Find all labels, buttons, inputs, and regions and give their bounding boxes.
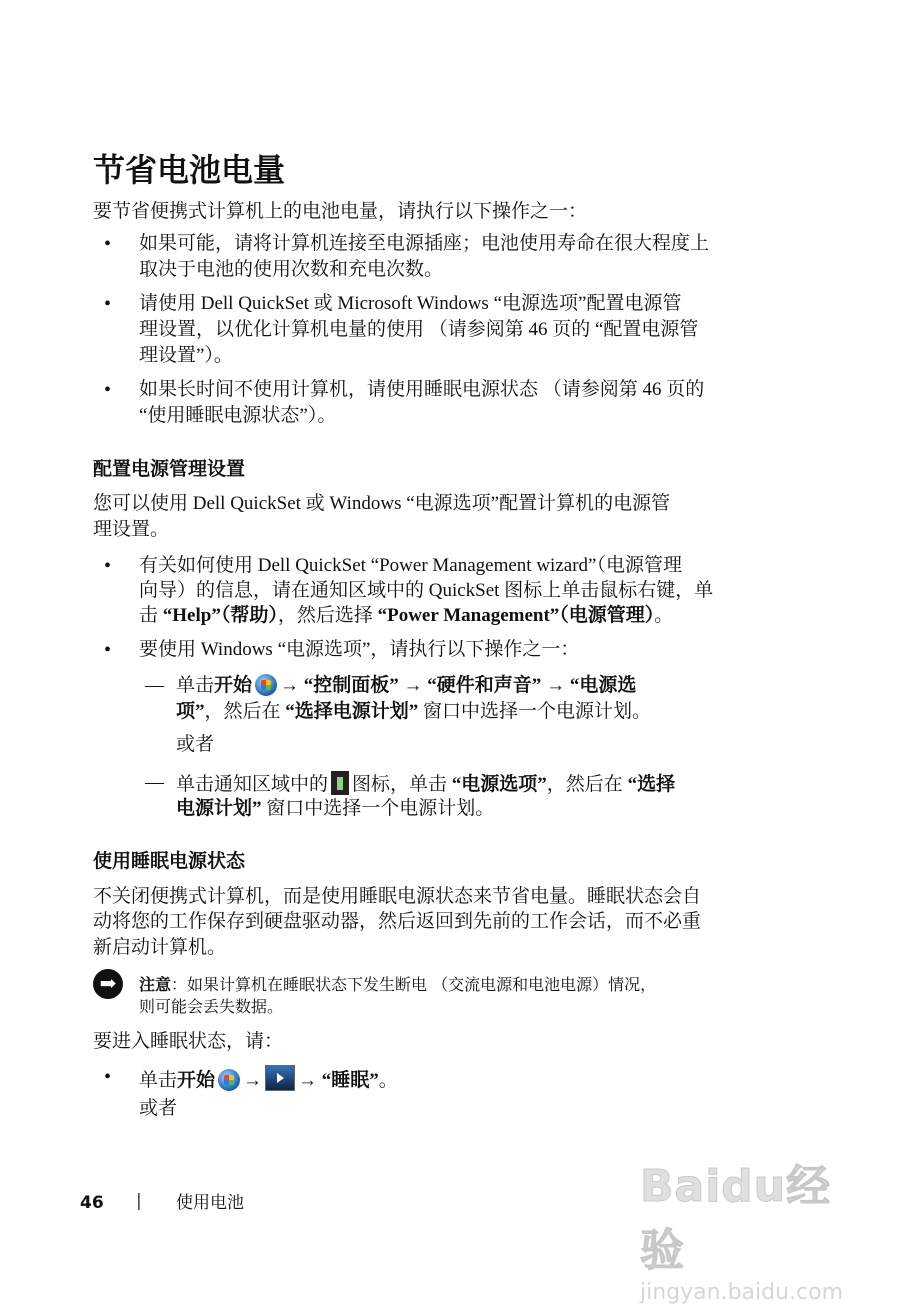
power-meter-icon (331, 771, 349, 795)
page-title: 节省电池电量 (93, 151, 286, 189)
notice-text: 则可能会丢失数据。 (139, 997, 284, 1016)
power-options-ref: 项” (176, 701, 205, 722)
text: ，然后在 (546, 774, 628, 795)
hardware-sound-ref: “硬件和声音” (427, 675, 542, 696)
step-text (176, 797, 494, 821)
arrow-icon: → (280, 675, 300, 696)
sleep-ref: “睡眠” (321, 1070, 379, 1091)
text: ：如果计算机在睡眠状态下发生断电 （交流电源和电池电源）情况， (171, 975, 657, 994)
choose-plan-ref: “选择电源计划” (285, 701, 419, 722)
text: 单击通知区域中的 (176, 774, 329, 795)
text: 窗口中选择一个电源计划。 (261, 798, 495, 819)
or-text: 或者 (139, 1098, 178, 1119)
intro-text: 要节省便携式计算机上的电池电量，请执行以下操作之一： (93, 201, 588, 222)
notice-text (139, 973, 656, 997)
arrow-icon: → (403, 675, 423, 696)
page-number: 46 (80, 1193, 104, 1213)
text: ，然后在 (204, 701, 286, 722)
notice-arrow-icon: ➡ (93, 969, 123, 999)
footer-divider: | (136, 1191, 142, 1211)
power-options-ref: “电源选项” (451, 774, 547, 795)
step-text (176, 771, 675, 797)
bullet-icon: • (104, 555, 112, 577)
text: 窗口中选择一个电源计划。 (418, 701, 652, 722)
para-text: 不关闭便携式计算机，而是使用睡眠电源状态来节省电量。睡眠状态会自 (93, 886, 702, 907)
text: 击 (139, 605, 163, 626)
bullet-icon: • (104, 639, 112, 661)
bullet-icon: • (104, 1066, 112, 1088)
text: 。 (378, 1070, 398, 1091)
step-text (176, 700, 651, 724)
section-heading: 配置电源管理设置 (93, 458, 246, 480)
para-text: 动将您的工作保存到硬盘驱动器，然后返回到先前的工作会话，而不必重 (93, 911, 702, 932)
para-text: 理设置。 (93, 519, 170, 540)
bullet-text: 理设置，以优化计算机电量的使用 （请参阅第 46 页的 “配置电源管 (139, 319, 699, 340)
arrow-icon: → (546, 675, 566, 696)
control-panel-ref: “控制面板” (303, 675, 399, 696)
bullet-icon: • (104, 379, 112, 401)
bullet-text: “使用睡眠电源状态”）。 (139, 405, 337, 426)
text: ，然后选择 (277, 605, 378, 626)
bullet-text (139, 604, 673, 628)
bullet-text: 如果长时间不使用计算机，请使用睡眠电源状态 （请参阅第 46 页的 (139, 379, 705, 400)
step-text (139, 1065, 398, 1093)
bullet-text: 理设置”）。 (139, 345, 233, 366)
bullet-icon: • (104, 233, 112, 255)
bullet-icon: • (104, 293, 112, 315)
para-text: 新启动计算机。 (93, 937, 227, 958)
windows-start-icon (255, 674, 277, 696)
watermark-url: jingyan.baidu.com (640, 1280, 844, 1305)
bullet-text: 向导）的信息，请在通知区域中的 QuickSet 图标上单击鼠标右键，单 (139, 580, 714, 601)
text: 。 (654, 605, 674, 626)
choose-plan-ref: 电源计划” (176, 798, 262, 819)
arrow-icon: → (243, 1070, 263, 1091)
start-ref: 开始 (214, 675, 253, 696)
power-menu-arrow-icon (265, 1065, 295, 1091)
bullet-text: 如果可能，请将计算机连接至电源插座；电池使用寿命在很大程度上 (139, 233, 710, 254)
para-text: 要进入睡眠状态，请： (93, 1031, 284, 1052)
notice-label: 注意 (139, 975, 172, 994)
bullet-text: 有关如何使用 Dell QuickSet “Power Management wizard”（电源管理 (139, 555, 682, 576)
bullet-text: 取决于电池的使用次数和充电次数。 (139, 259, 444, 280)
baidu-watermark (640, 1150, 860, 1305)
dash-icon: — (145, 675, 164, 696)
bullet-text: 请使用 Dell QuickSet 或 Microsoft Windows “电源选项”配置电源管 (139, 293, 682, 314)
arrow-icon: → (298, 1070, 318, 1091)
power-management-ref: “Power Management”（电源管理） (377, 605, 655, 626)
dash-icon: — (145, 772, 164, 793)
start-ref: 开始 (177, 1070, 216, 1091)
choose-plan-ref: “选择 (627, 774, 676, 795)
step-text (176, 674, 636, 698)
help-ref: “Help”（帮助） (162, 605, 278, 626)
section-heading: 使用睡眠电源状态 (93, 850, 246, 872)
watermark-logo: Baidu经验 (640, 1161, 832, 1276)
windows-start-icon (218, 1069, 240, 1091)
text: 单击 (176, 675, 215, 696)
bullet-text: 要使用 Windows “电源选项”，请执行以下操作之一： (139, 639, 580, 660)
or-text: 或者 (176, 734, 215, 755)
power-options-ref: “电源选 (569, 675, 637, 696)
chapter-name: 使用电池 (176, 1193, 244, 1213)
text: 图标，单击 (352, 774, 452, 795)
para-text: 您可以使用 Dell QuickSet 或 Windows “电源选项”配置计算机的电源管 (93, 493, 671, 514)
text: 单击 (139, 1070, 178, 1091)
